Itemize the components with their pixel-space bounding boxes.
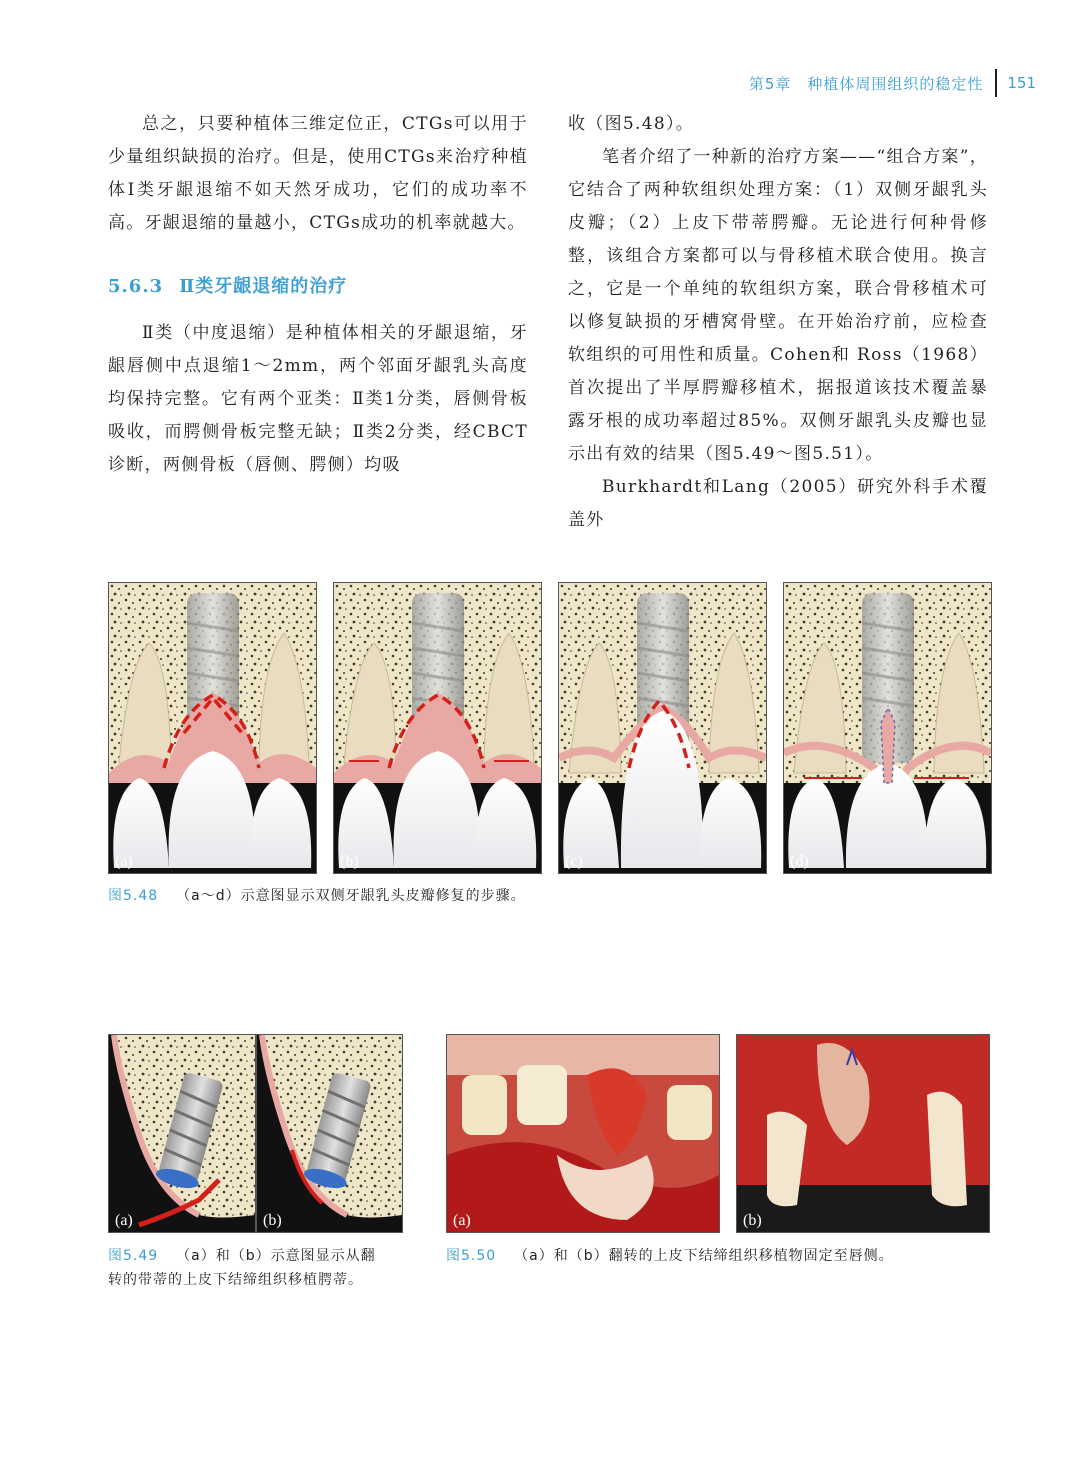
caption-text: （a～d）示意图显示双侧牙龈乳头皮瓣修复的步骤。 — [176, 888, 526, 904]
panel-label: (a) — [453, 1212, 471, 1229]
figure-number: 图5.50 — [446, 1248, 497, 1264]
figure-5-49-caption — [108, 1244, 408, 1292]
figure-panel-a — [446, 1034, 720, 1233]
clinical-photo — [447, 1035, 719, 1232]
header-divider — [995, 69, 997, 97]
caption-text: （a）和（b）示意图显示从翻 — [176, 1248, 376, 1264]
paragraph: 总之，只要种植体三维定位正，CTGs可以用于少量组织缺损的治疗。但是，使用CTGs来治疗种植体Ⅰ类牙龈退缩不如天然牙成功，它们的成功率不高。牙龈退缩的量越小，CTGs成功的机率就越大。 — [108, 114, 528, 233]
figure-panel-d — [783, 582, 992, 874]
figure-panel-c — [558, 582, 767, 874]
running-header — [749, 70, 1036, 96]
right-column — [568, 108, 988, 537]
caption-text: （a）和（b）翻转的上皮下结缔组织移植物固定至唇侧。 — [514, 1248, 894, 1264]
dental-diagram — [559, 583, 766, 873]
section-heading — [108, 270, 528, 303]
figure-number: 图5.49 — [108, 1248, 159, 1264]
implant-diagram — [257, 1035, 402, 1232]
figure-panel-b — [256, 1034, 403, 1233]
figure-panel-a — [108, 1034, 256, 1233]
panel-label: (a) — [115, 1212, 133, 1229]
panel-label: (b) — [263, 1212, 282, 1229]
figure-5-50-caption — [446, 1244, 894, 1268]
panel-label: (b) — [340, 853, 359, 870]
figure-5-48-caption — [108, 884, 526, 908]
panel-label: (d) — [790, 853, 809, 870]
dental-diagram — [784, 583, 991, 873]
page-number: 151 — [1007, 74, 1036, 92]
figure-panel-b — [736, 1034, 990, 1233]
dental-diagram — [334, 583, 541, 873]
section-title: Ⅱ类牙龈退缩的治疗 — [179, 276, 348, 297]
clinical-photo — [737, 1035, 989, 1232]
figure-5-50 — [446, 1034, 990, 1233]
caption-text: 转的带蒂的上皮下结缔组织移植腭蒂。 — [108, 1272, 363, 1288]
section-number: 5.6.3 — [108, 276, 164, 297]
implant-diagram — [109, 1035, 255, 1232]
paragraph: Burkhardt和Lang（2005）研究外科手术覆盖外 — [568, 477, 988, 530]
figure-5-49 — [108, 1034, 403, 1233]
panel-label: (b) — [743, 1212, 762, 1229]
left-column — [108, 108, 528, 482]
panel-label: (c) — [565, 853, 583, 870]
dental-diagram — [109, 583, 316, 873]
paragraph: Ⅱ类（中度退缩）是种植体相关的牙龈退缩，牙龈唇侧中点退缩1～2mm，两个邻面牙龈乳头高度均保持完整。它有两个亚类：Ⅱ类1分类，唇侧骨板吸收，而腭侧骨板完整无缺；Ⅱ类2分类，经CBCT诊断，两侧骨板（唇侧、腭侧）均吸 — [108, 323, 528, 475]
chapter-title: 第5章 种植体周围组织的稳定性 — [748, 74, 984, 93]
paragraph: 笔者介绍了一种新的治疗方案——“组合方案”，它结合了两种软组织处理方案：（1）双侧牙龈乳头皮瓣；（2）上皮下带蒂腭瓣。无论进行何种骨修整，该组合方案都可以与骨移植术联合使用。换言之，它是一个单纯的软组织方案，联合骨移植术可以修复缺损的牙槽窝骨壁。在开始治疗前，应检查软组织的可用性和质量。Cohen和 Ross（1968）首次提出了半厚腭瓣移植术，据报道该技术覆盖暴露牙根的成功率超过85%。双侧牙龈乳头皮瓣也显示出有效的结果（图5.49～图5.51）。 — [568, 147, 988, 464]
figure-5-48 — [108, 582, 992, 874]
panel-label: (a) — [115, 853, 133, 870]
paragraph: 收（图5.48）。 — [568, 114, 695, 134]
figure-number: 图5.48 — [108, 888, 159, 904]
figure-panel-b — [333, 582, 542, 874]
figure-panel-a — [108, 582, 317, 874]
